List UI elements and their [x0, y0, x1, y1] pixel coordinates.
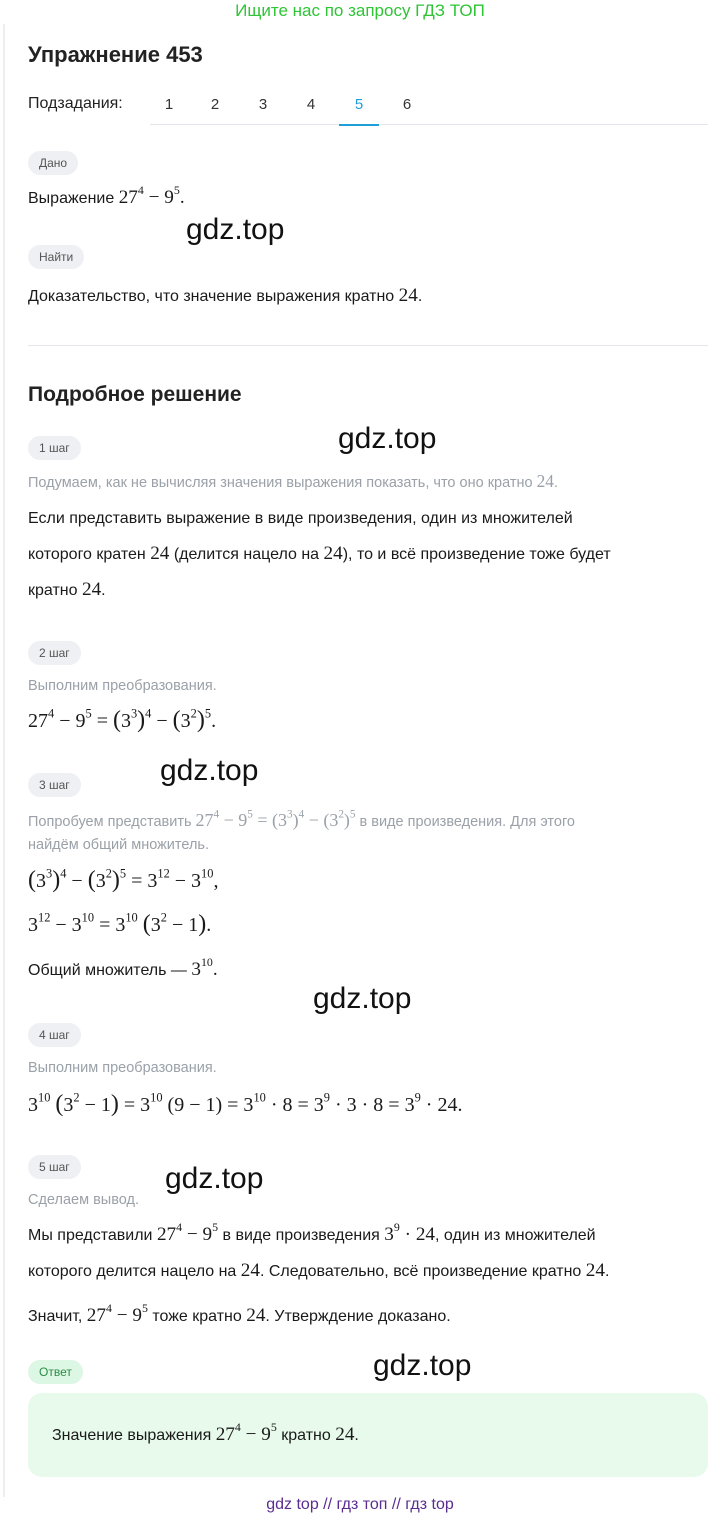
step4-formula: $3^{10}$ $(3^2 - 1) = 3^{10}$ $(9 - 1) = 3^{10} \cdot 8 = 3^9 \cdot 3 \cdot 8 = 3^9 \cdot 24$. [28, 1090, 463, 1117]
step5-expr-c: $27^4 - 9^5$ [86, 1301, 148, 1326]
step5-a2: в виде произведения [222, 1227, 380, 1244]
step5-number-a: 24 [240, 1260, 260, 1281]
step5-a3: , один из множителей [435, 1227, 596, 1244]
step3-hint-a2: в виде произведения. Для этого [359, 814, 575, 830]
step1-hint: Подумаем, как не вычисляя значения выражения показать, что оно кратно 24. [28, 471, 559, 491]
step1-b2: (делится нацело на [173, 546, 320, 563]
step3-chip: 3 шаг [28, 773, 81, 797]
step5-expr-a: $27^4 - 9^5$ [156, 1220, 219, 1245]
step1-hint-number: 24 [536, 471, 554, 491]
footer-link-1[interactable]: gdz top [266, 1496, 319, 1513]
footer-sep-2: // [391, 1496, 401, 1513]
step5-chip: 5 шаг [28, 1155, 81, 1179]
find-label: Доказательство, что значение выражения кратно [28, 288, 395, 305]
step5-b2: . Следовательно, всё произведение кратно [259, 1263, 582, 1280]
given-chip: Дано [28, 151, 78, 175]
tab-1[interactable]: 1 [164, 96, 174, 113]
footer-link-2[interactable]: гдз топ [336, 1496, 388, 1513]
step5-c3: . Утверждение доказано. [265, 1308, 451, 1325]
tab-6[interactable]: 6 [402, 96, 412, 113]
step5-number-b: 24 [585, 1260, 605, 1281]
top-banner: Ищите нас по запросу ГДЗ ТОП [235, 1, 485, 20]
left-rule [3, 24, 5, 1497]
step5-product: $3^9 \cdot 24$ [384, 1220, 436, 1245]
answer-box [28, 1393, 708, 1477]
step1-number-a: 24 [150, 543, 170, 564]
tab-3[interactable]: 3 [258, 96, 268, 113]
step5-c2: тоже кратно [152, 1308, 242, 1325]
answer-chip: Ответ [28, 1360, 83, 1384]
step1-b1: которого кратен [28, 546, 146, 563]
step3-hint-a1: Попробуем представить [28, 814, 192, 830]
watermark-2: gdz.top [338, 422, 437, 455]
step3-formula-1: $(3^3)^4 - (3^2)^5 = 3^{12} - 3^{10}$, [28, 866, 219, 893]
step1-number-c: 24 [81, 579, 102, 600]
answer-text: Значение выражения $27^4 - 9^5$ кратно 24. [52, 1420, 359, 1445]
step5-c1: Значит, [28, 1308, 83, 1325]
step5-a1: Мы представили [28, 1227, 153, 1244]
tabs-underline [150, 124, 708, 125]
step3-common-label: Общий множитель — [28, 962, 187, 979]
answer-expression: $27^4 - 9^5$ [215, 1420, 277, 1445]
answer-label: Значение выражения [52, 1427, 212, 1444]
step1-hint-text: Подумаем, как не вычисляя значения выражения показать, что оно кратно [28, 475, 533, 491]
step5-line-c [28, 1301, 451, 1329]
answer-kratno: кратно [281, 1427, 331, 1444]
step3-hint-c: найдём общий множитель. [28, 837, 210, 853]
step5-b1: которого делится нацело на [28, 1263, 237, 1280]
tab-2[interactable]: 2 [210, 96, 220, 113]
solution-heading: Подробное решение [28, 383, 242, 406]
find-number: 24 [398, 285, 418, 306]
step2-formula: $27^4 - 9^5 = (3^3)^4 - (3^2)^5$. [28, 706, 217, 733]
step5-hint: Сделаем вывод. [28, 1192, 140, 1208]
step3-formula-2: $3^{12} - 3^{10} = 3^{10}$ $(3^2 - 1)$. [28, 910, 212, 937]
section-divider [28, 345, 708, 346]
find-text: Доказательство, что значение выражения кратно 24. [28, 285, 423, 306]
find-chip: Найти [28, 245, 84, 269]
step5-number-c: 24 [246, 1305, 266, 1326]
watermark-1: gdz.top [186, 213, 285, 246]
step2-chip: 2 шаг [28, 641, 81, 665]
step5-line-b: которого делится нацело на 24. Следовательно, всё произведение кратно 24. [28, 1260, 610, 1281]
tab-4[interactable]: 4 [306, 96, 316, 113]
step1-line-b [28, 542, 611, 567]
watermark-4: gdz.top [313, 982, 412, 1015]
answer-number: 24 [335, 1424, 355, 1445]
step3-hint-a [28, 808, 575, 834]
watermark-5: gdz.top [165, 1162, 264, 1195]
step4-hint: Выполним преобразования. [28, 1060, 217, 1076]
step1-b3: ), то и всё произведение тоже будет [342, 546, 611, 563]
step1-c: кратно [28, 582, 78, 599]
footer-link-3[interactable]: гдз top [405, 1496, 454, 1513]
footer-links [0, 1496, 720, 1514]
tab-5-active[interactable]: 5 [339, 96, 379, 126]
watermark-6: gdz.top [373, 1349, 472, 1382]
given-expression: $27^4 - 9^5$. [118, 183, 185, 208]
step1-number-b: 24 [323, 543, 343, 564]
given-text [28, 183, 185, 211]
step4-chip: 4 шаг [28, 1023, 81, 1047]
step3-hint-expression: $27^4 - 9^5 = (3^3)^4 - (3^2)^5$ [195, 808, 356, 830]
step3-common-value: $3^{10}$. [191, 955, 218, 980]
step3-common [28, 955, 218, 983]
step1-line-a: Если представить выражение в виде произведения, один из множителей [28, 510, 573, 527]
watermark-3: gdz.top [160, 754, 259, 787]
step2-hint: Выполним преобразования. [28, 678, 217, 694]
given-prefix: Выражение [28, 190, 115, 207]
exercise-title: Упражнение 453 [28, 42, 203, 67]
step5-line-a [28, 1220, 596, 1248]
footer-sep-1: // [323, 1496, 333, 1513]
step1-line-c: кратно 24. [28, 579, 106, 600]
subtasks-label: Подзадания: [28, 95, 123, 112]
step1-chip: 1 шаг [28, 436, 81, 460]
